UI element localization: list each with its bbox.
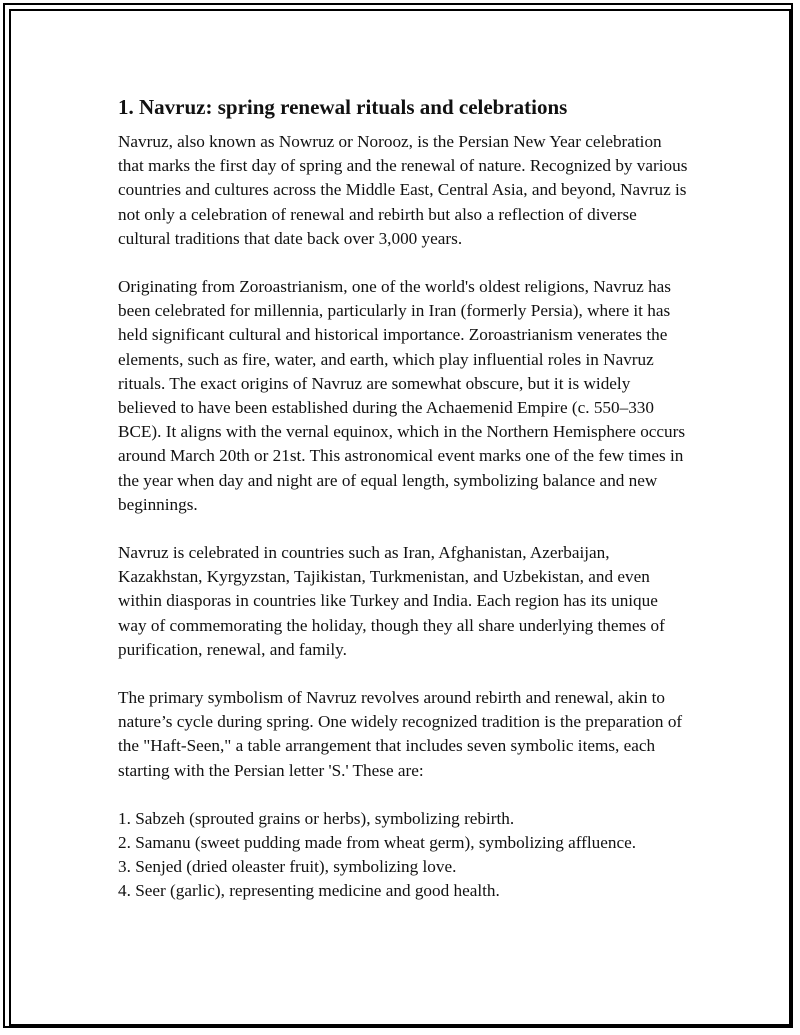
paragraph-intro: Navruz, also known as Nowruz or Norooz, is the Persian New Year celebration that marks the first day of spring and the renewal of nature. Recognized by various countries and cultures across the Middle East, Central Asia, and beyond, Navruz is not only a celebration of renewal and rebirth but also a reflection of diverse cultural traditions that date back over 3,000 years. <box>118 132 688 248</box>
paragraph-origins: Originating from Zoroastrianism, one of the world's oldest religions, Navruz has been celebrated for millennia, particularly in Iran (formerly Persia), where it has held significant cultural and historical importance. Zoroastrianism venerates the elements, such as fire, water, and earth, which play influential roles in Navruz rituals. The exact origins of Navruz are somewhat obscure, but it is widely believed to have been established during the Achaemenid Empire (c. 550–330 BCE). It aligns with the vernal equinox, which in the Northern Hemisphere occurs around March 20th or 21st. This astronomical event marks one of the few times in the year when day and night are of equal length, symbolizing balance and new beginnings. <box>118 277 686 514</box>
paragraph-symbolism: The primary symbolism of Navruz revolves around rebirth and renewal, akin to nature’s cycle during spring. One widely recognized tradition is the preparation of the "Haft-Seen," a table arrangement that includes seven symbolic items, each starting with the Persian letter 'S.' These are: <box>118 688 683 780</box>
document-body <box>118 94 688 904</box>
list-item: 1. Sabzeh (sprouted grains or herbs), symbolizing rebirth. <box>118 808 515 828</box>
list-item: 4. Seer (garlic), representing medicine and good health. <box>118 881 500 901</box>
list-item: 2. Samanu (sweet pudding made from wheat germ), symbolizing affluence. <box>118 833 637 853</box>
paragraph-countries: Navruz is celebrated in countries such as Iran, Afghanistan, Azerbaijan, Kazakhstan, Kyrgyzstan, Tajikistan, Turkmenistan, and Uzbekistan, and even within diasporas in countries like Turkey and India. Each region has its unique way of commemorating the holiday, though they all share underlying themes of purification, renewal, and family. <box>118 543 665 659</box>
list-item: 3. Senjed (dried oleaster fruit), symbolizing love. <box>118 857 457 877</box>
section-heading: 1. Navruz: spring renewal rituals and celebrations <box>118 95 568 119</box>
haft-seen-list <box>118 807 688 904</box>
